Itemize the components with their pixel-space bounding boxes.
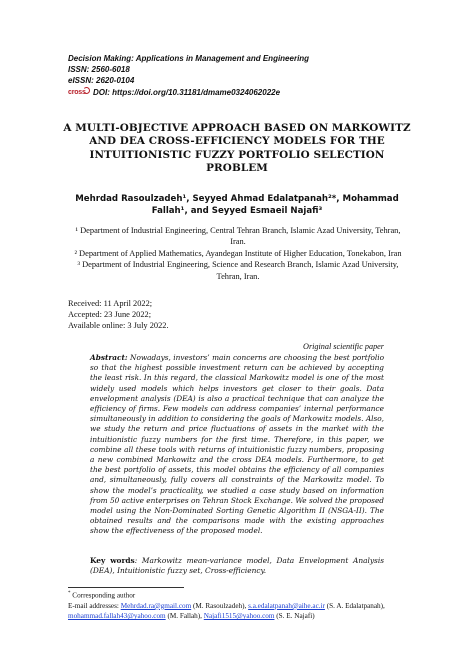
keywords-text: : Markowitz mean-variance model, Data Envelopment Analysis (DEA), Intuitionistic fuzzy set, Cross-efficiency. — [90, 556, 384, 576]
author-line-2: Fallah¹, and Seyyed Esmaeil Najafi³ — [151, 206, 323, 216]
doi-link[interactable]: DOI: https://doi.org/10.31181/dmame0324062022e — [93, 87, 281, 97]
corresponding-star: * — [68, 591, 71, 596]
email-link-4[interactable]: Najafi1515@yahoo.com — [203, 612, 275, 621]
author-line-1: Mehrdad Rasoulzadeh¹, Seyyed Ahmad Edalatpanah²*, Mohammad — [75, 194, 399, 204]
corresponding-label: Corresponding author — [72, 591, 136, 600]
affiliation-1: ¹ Department of Industrial Engineering, Central Tehran Branch, Islamic Azad University, Tehran, Iran. — [75, 226, 401, 247]
crossref-logo-icon[interactable]: cross — [68, 88, 90, 97]
paper-title: A MULTI-OBJECTIVE APPROACH BASED ON MARKOWITZ AND DEA CROSS-EFFICIENCY MODELS FOR THE INTUITIONISTIC FUZZY PORTFOLIO SELECTION PROBLEM — [63, 122, 411, 175]
affiliations — [74, 225, 402, 282]
paper-type: Original scientific paper — [303, 342, 384, 351]
email-owner-2: (S. A. Edalatpanah), — [326, 601, 385, 610]
email-label: E-mail addresses: — [68, 601, 119, 610]
keywords-label: Key words — [90, 556, 135, 565]
online-date: Available online: 3 July 2022. — [68, 321, 169, 331]
email-owner-4: (S. E. Najafi) — [276, 612, 315, 621]
abstract-label: Abstract: — [90, 353, 128, 362]
footnote-divider — [68, 587, 184, 588]
corresponding-note — [68, 589, 408, 601]
abstract-text: Nowadays, investors’ main concerns are choosing the best portfolio so that the highest possible investment return can be achieved by accepting the least risk. In this regard, the classical Markowitz model is one of the most widely used models which helps investors get closer to their goals. Data envelopment analysis (DEA) is also a practical technique that can analyze the efficiency of firms. Few models can address companies’ internal performance simultaneously in addition to considering the goals of Markowitz models. Also, we study the return and price fluctuations of assets in the market with the intuitionistic fuzzy numbers for the first time. Therefore, in this paper, we combine all these tools with returns of intuitionistic fuzzy numbers, proposing a new combined Markowitz and the cross DEA models. Furthermore, to get the best portfolio of assets, this model obtains the efficiency of all companies and, simultaneously, fully covers all constraints of the Markowitz model. To show the model’s practicality, we studied a case study based on information from 50 active enterprises on Tehran Stock Exchange. We solved the proposed model using the Non-Dominated Sorting Genetic Algorithm II (NSGA-II). The obtained results and the comparisons made with the existing approaches show the effectiveness of the proposed model. — [90, 353, 384, 536]
journal-name: Decision Making: Applications in Management and Engineering — [68, 54, 310, 63]
keywords — [90, 556, 384, 576]
doi-line — [68, 87, 309, 98]
journal-header — [68, 53, 309, 98]
accepted-date: Accepted: 23 June 2022; — [68, 310, 152, 320]
received-date: Received: 11 April 2022; — [68, 299, 153, 308]
footnote — [68, 589, 408, 622]
journal-eissn: eISSN: 2620-0104 — [68, 76, 135, 86]
author-list — [60, 193, 414, 217]
affiliation-2: ² Department of Applied Mathematics, Ayandegan Institute of Higher Education, Tonekabon, Iran — [74, 248, 402, 258]
email-addresses — [68, 601, 408, 622]
article-dates — [68, 298, 169, 332]
email-owner-1: (M. Rasoulzadeh), — [193, 601, 247, 610]
affiliation-3: ³ Department of Industrial Engineering, Science and Research Branch, Islamic Azad University, Tehran, Iran. — [77, 260, 399, 281]
email-owner-3: (M. Fallah), — [167, 612, 202, 621]
email-link-2[interactable]: s.a.edalatpanah@aihe.ac.ir — [248, 601, 325, 610]
abstract — [90, 353, 384, 537]
email-link-1[interactable]: Mehrdad.ra@gmail.com — [120, 601, 192, 610]
email-link-3[interactable]: mohammad.fallah43@yahoo.com — [68, 612, 166, 621]
journal-issn: ISSN: 2560-6018 — [68, 65, 130, 75]
